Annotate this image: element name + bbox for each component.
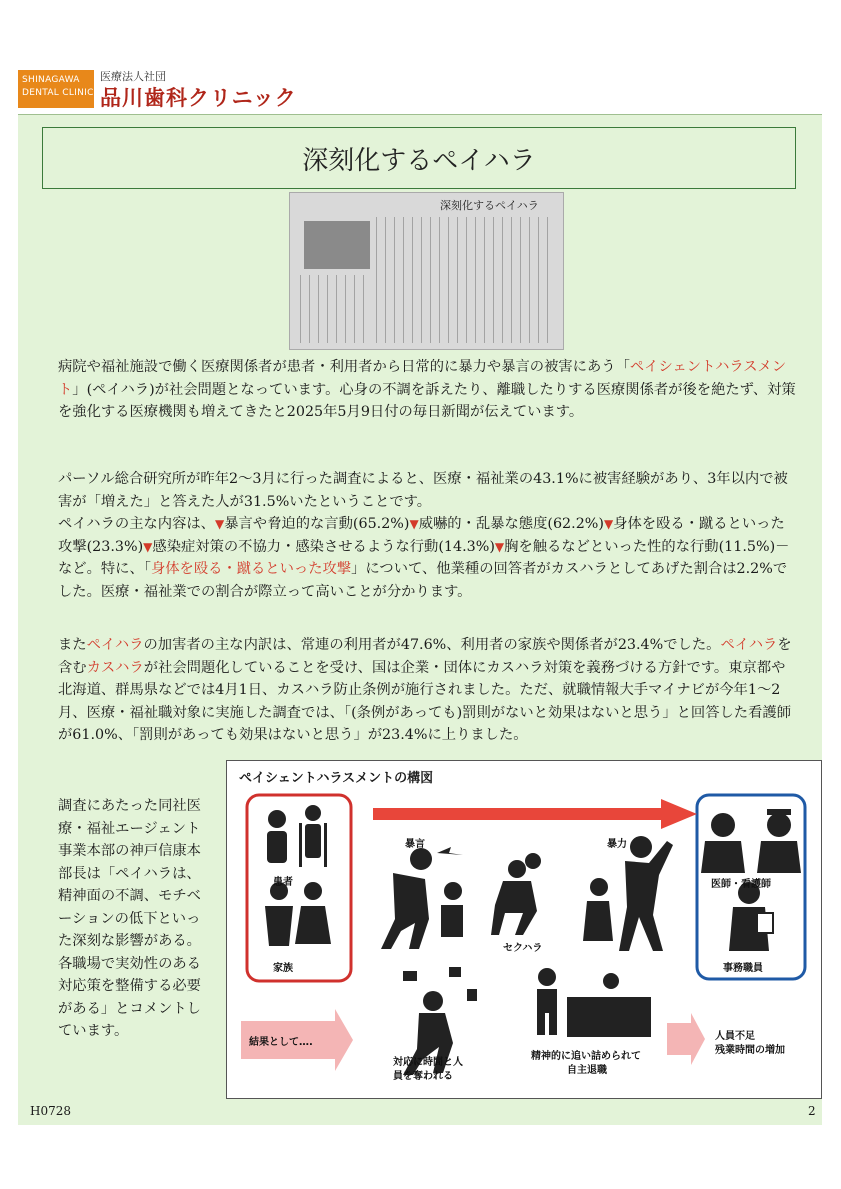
logo-line-1: SHINAGAWA	[22, 75, 80, 85]
p3-highlight-2: ペイハラ	[720, 637, 778, 653]
p2-item-2: 威嚇的・乱暴な態度(62.2%)	[418, 516, 604, 532]
bullet-marker: ▼	[143, 539, 153, 554]
label-physical-abuse: 暴力	[607, 839, 627, 850]
p2-item-3: 身体を殴る・蹴るといった攻撃(23.3%)	[58, 516, 785, 555]
label-effect-2-line-2: 自主退職	[567, 1065, 607, 1076]
label-doctor-nurse: 医師・看護師	[711, 879, 771, 890]
bullet-marker: ▼	[214, 517, 225, 531]
p3-highlight-1: ペイハラ	[86, 637, 144, 653]
p2-line1: パーソル総合研究所が昨年2～3月に行った調査によると、医療・福祉業の43.1%に被害経験があり、3年以内で被害が「増えた」と答えた人が31.5%いたということです。	[58, 471, 788, 510]
label-verbal-abuse: 暴言	[405, 839, 425, 850]
p1-text-b: 」(ペイハラ)が社会問題となっています。心身の不調を訴えたり、離職したりする医療関係者が後を絶たず、対策を強化する医療機関も増えてきたと2025年5月9日付の毎日新聞が伝えています。	[58, 381, 796, 420]
label-effect-1-line-2: 員を奪われる	[393, 1071, 453, 1082]
logo-line-2: DENTAL CLINIC	[22, 88, 94, 98]
sexual-harassment-icon	[491, 853, 541, 935]
p1-text-a: 病院や福祉施設で働く医療関係者が患者・利用者から日常的に暴力や暴言の被害にあう「	[58, 359, 630, 375]
family-icon	[265, 882, 331, 946]
clipping-text-columns-left	[300, 275, 372, 343]
page-number: 2	[808, 1104, 816, 1118]
label-result: 結果として….	[249, 1037, 313, 1048]
outcome-arrow-head	[691, 1013, 705, 1065]
label-outcome-line-1: 人員不足	[715, 1031, 755, 1042]
p2-tail: 」について、他業種の回答者がカスハラとしてあげた割合は2.2%でした。医療・福祉業での割合が際立って高いことが分かります。	[58, 561, 788, 600]
clipping-headline: 深刻化するペイハラ	[440, 199, 539, 212]
physical-abuse-icon	[583, 836, 673, 951]
perpetrator-frame	[247, 795, 351, 981]
p2-highlight: 身体を殴る・蹴るといった攻撃	[150, 561, 352, 577]
p1-highlight: ペイシェントハラスメント	[58, 359, 787, 398]
p2-item-5: 胸を触るなどといった性的な行動(11.5%)－など。特に、「	[58, 538, 790, 577]
corporation-label: 医療法人社団	[100, 70, 166, 83]
label-office-staff: 事務職員	[723, 963, 763, 974]
p2-item-1: 暴言や脅迫的な言動(65.2%)	[224, 516, 410, 532]
label-sexual-harassment: セクハラ	[503, 943, 543, 954]
p3-text-a: また	[58, 637, 87, 653]
harassment-diagram	[226, 760, 822, 1099]
bullet-marker: ▼	[603, 517, 614, 531]
result-arrow-head	[335, 1009, 353, 1071]
doctor-nurse-icon	[701, 809, 801, 873]
harm-arrow-head	[661, 799, 697, 829]
label-family: 家族	[273, 963, 293, 974]
patient-icon	[267, 805, 327, 867]
label-effect-2-line-1: 精神的に追い詰められて	[531, 1051, 641, 1062]
bullet-marker: ▼	[494, 539, 505, 554]
title-box	[42, 127, 796, 189]
clipping-text-columns	[376, 217, 556, 343]
p3-text-b: の加害者の主な内訳は、常連の利用者が47.6%、利用者の家族や関係者が23.4%でした。	[143, 637, 721, 653]
harm-arrow-body	[373, 808, 661, 820]
p3-text-d: が社会問題化していることを受け、国は企業・団体にカスハラ対策を義務づける方針です。東京都や北海道、群馬県などでは4月1日、カスハラ防止条例が施行されました。ただ、就職情報大手マイナビが今年1～2月、医療・福祉職対象に実施した調査では、「(条例があっても)罰則がないと効果はないと思う」と回答した看護師が61.0%、「罰則があっても効果はないと思う」が23.4%に上りました。	[58, 659, 791, 743]
label-patient: 患者	[273, 877, 293, 888]
document-code: H0728	[30, 1104, 72, 1118]
p3-highlight-3: カスハラ	[86, 659, 144, 676]
clinic-logo	[18, 70, 94, 108]
resigning-staff-icon	[537, 968, 651, 1037]
paragraph-2	[58, 468, 798, 603]
diagram-title: ペイシェントハラスメントの構図	[239, 771, 434, 786]
page-title: 深刻化するペイハラ	[302, 146, 536, 176]
clinic-name: 品川歯科クリニック	[100, 86, 297, 110]
paragraph-1	[58, 356, 798, 424]
bullet-marker: ▼	[409, 517, 419, 531]
verbal-abuse-icon	[381, 847, 463, 949]
outcome-arrow-body	[667, 1023, 691, 1055]
p2-item-4: 感染症対策の不協力・感染させるような行動(14.3%)	[152, 538, 495, 555]
paragraph-3	[58, 634, 798, 747]
p2-intro: ペイハラの主な内容は、	[58, 516, 215, 532]
clipping-photo	[304, 221, 370, 269]
newspaper-clipping	[289, 192, 564, 350]
label-effect-1-line-1: 対応に時間と人	[393, 1057, 463, 1068]
side-comment: 調査にあたった同社医療・福祉エージェント事業本部の神戸信康本部長は「ペイハラは、精神面の不調、モチベーションの低下といった深刻な影響がある。各職場で実効性のある対応策を整備する必要がある」とコメントしています。	[58, 798, 201, 1039]
label-outcome-line-2: 残業時間の増加	[715, 1045, 785, 1056]
p3-text-c: を含む	[58, 637, 792, 676]
clinic-header	[18, 68, 318, 110]
office-staff-icon	[729, 882, 773, 951]
